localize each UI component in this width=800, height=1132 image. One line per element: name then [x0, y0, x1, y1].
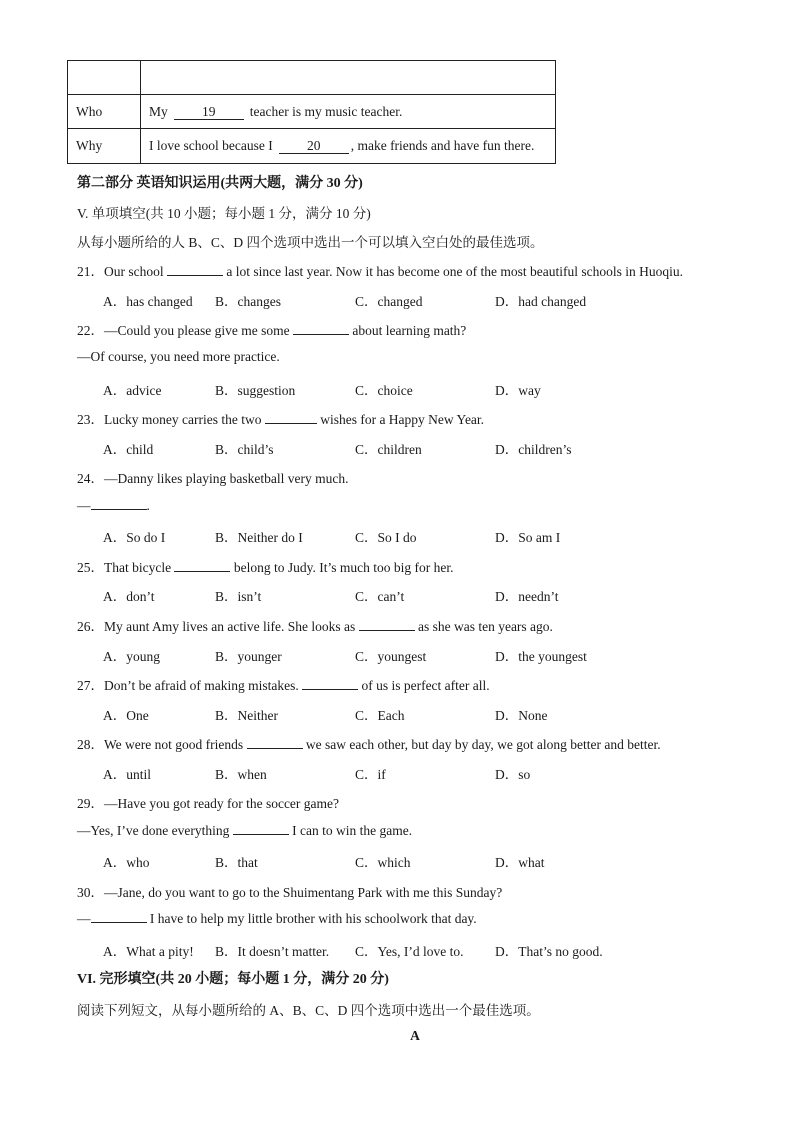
question-29-stem	[77, 822, 412, 839]
cell-text: teacher is my music teacher.	[249, 103, 403, 119]
question-text: —Of course, you need more practice.	[77, 349, 280, 364]
section-title: VI. 完形填空(共 20 小题；每小题 1 分，满分 20 分)	[77, 972, 389, 987]
option-c: C．choice	[355, 383, 413, 398]
question-text: —	[77, 498, 91, 513]
question-text: I have to help my little brother with his schoolwork that day.	[146, 911, 477, 926]
table-cell-key: Why	[68, 129, 141, 164]
question-24-stem	[77, 497, 150, 514]
section-instructions: 从每小题所给的人 B、C、D 四个选项中选出一个可以填入空白处的最佳选项。	[77, 235, 544, 250]
option-b: B．Neither	[215, 708, 278, 723]
option-b: B．changes	[215, 294, 281, 309]
section-title: V. 单项填空(共 10 小题；每小题 1 分，满分 10 分)	[77, 206, 371, 221]
cell-text: My	[149, 103, 168, 119]
answer-blank	[302, 677, 358, 690]
answer-blank	[233, 822, 289, 835]
question-30-stem	[77, 910, 477, 927]
option-c: C．So I do	[355, 530, 417, 545]
option-c: C．youngest	[355, 649, 427, 664]
passage-label: A	[410, 1028, 420, 1043]
option-b: B．It doesn’t matter.	[215, 944, 330, 959]
question-text: 25．That bicycle	[77, 560, 175, 575]
option-d: D．so	[495, 767, 531, 782]
option-a: A．One	[103, 708, 149, 723]
question-30-stem	[77, 881, 502, 901]
option-a: A．has changed	[103, 294, 193, 309]
question-text: 29．—Have you got ready for the soccer game?	[77, 796, 340, 811]
question-24-stem	[77, 467, 348, 487]
question-21-stem	[77, 260, 683, 280]
option-b: B．younger	[215, 649, 282, 664]
question-26-stem	[77, 615, 553, 635]
cell-text: , make friends and have fun there.	[350, 138, 535, 153]
question-22-stem	[77, 319, 466, 339]
table-row	[68, 129, 556, 164]
option-d: D．children’s	[495, 442, 572, 457]
option-d: D．had changed	[495, 294, 587, 309]
option-b: B．Neither do I	[215, 530, 303, 545]
option-c: C．Each	[355, 708, 405, 723]
answer-blank	[247, 736, 303, 749]
answer-blank: 20	[279, 139, 349, 154]
answer-blank	[91, 910, 147, 923]
answer-blank	[174, 559, 230, 572]
question-27-stem	[77, 674, 490, 694]
option-b: B．child’s	[215, 442, 274, 457]
question-text: 21．Our school	[77, 264, 167, 279]
option-a: A．until	[103, 767, 152, 782]
option-a: A．child	[103, 442, 154, 457]
option-d: D．None	[495, 708, 548, 723]
option-a: A．advice	[103, 383, 162, 398]
option-a: A．don’t	[103, 589, 155, 604]
question-text: about learning math?	[348, 323, 467, 338]
info-table	[67, 60, 556, 164]
option-a: A．What a pity!	[103, 944, 194, 959]
question-28-stem	[77, 733, 661, 753]
option-b: B．isn’t	[215, 589, 262, 604]
option-a: A．young	[103, 649, 160, 664]
option-d: D．needn’t	[495, 589, 559, 604]
question-text: 28．We were not good friends	[77, 737, 247, 752]
answer-blank: 19	[174, 105, 244, 120]
question-text: 22．—Could you please give me some	[77, 323, 293, 338]
question-text: 26．My aunt Amy lives an active life. She looks as	[77, 619, 359, 634]
question-text: we saw each other, but day by day, we got along better and better.	[302, 737, 661, 752]
question-text: a lot since last year. Now it has become one of the most beautiful schools in Huoqiu.	[223, 264, 684, 279]
option-c: C．can’t	[355, 589, 405, 604]
question-text: —Yes, I’ve done everything	[77, 823, 233, 838]
part-title: 第二部分 英语知识运用(共两大题，满分 30 分)	[77, 176, 363, 191]
option-d: D．the youngest	[495, 649, 587, 664]
question-text: of us is perfect after all.	[358, 678, 490, 693]
option-b: B．suggestion	[215, 383, 296, 398]
option-a: A．who	[103, 855, 150, 870]
option-b: B．when	[215, 767, 267, 782]
answer-blank	[359, 618, 415, 631]
option-d: D．That’s no good.	[495, 944, 603, 959]
question-text: wishes for a Happy New Year.	[316, 412, 485, 427]
answer-blank	[293, 322, 349, 335]
option-c: C．children	[355, 442, 422, 457]
section-instructions: 阅读下列短文，从每小题所给的 A、B、C、D 四个选项中选出一个最佳选项。	[77, 1003, 540, 1018]
option-d: D．what	[495, 855, 545, 870]
question-22-stem	[77, 349, 280, 365]
cell-text: I love school because I	[149, 138, 273, 153]
question-text: 23．Lucky money carries the two	[77, 412, 265, 427]
option-c: C．Yes, I’d love to.	[355, 944, 464, 959]
table-cell-value	[141, 95, 556, 129]
question-text: 30．—Jane, do you want to go to the Shuimentang Park with me this Sunday?	[77, 885, 503, 900]
question-text: I can to win the game.	[288, 823, 413, 838]
table-row	[68, 95, 556, 129]
option-d: D．So am I	[495, 530, 561, 545]
question-25-stem	[77, 556, 453, 576]
question-23-stem	[77, 408, 484, 428]
table-cell-value	[141, 129, 556, 164]
question-text: as she was ten years ago.	[414, 619, 553, 634]
question-text: belong to Judy. It’s much too big for her.	[230, 560, 454, 575]
answer-blank	[91, 497, 147, 510]
table-cell-key	[68, 61, 141, 95]
question-text: .	[146, 498, 150, 513]
question-text: 24．—Danny likes playing basketball very much.	[77, 471, 349, 486]
question-text: 27．Don’t be afraid of making mistakes.	[77, 678, 303, 693]
answer-blank	[265, 411, 317, 424]
option-a: A．So do I	[103, 530, 166, 545]
option-c: C．if	[355, 767, 386, 782]
table-row	[68, 61, 556, 95]
table-cell-value	[141, 61, 556, 95]
option-b: B．that	[215, 855, 258, 870]
answer-blank	[167, 263, 223, 276]
table-cell-key: Who	[68, 95, 141, 129]
option-c: C．which	[355, 855, 411, 870]
question-29-stem	[77, 792, 339, 812]
option-d: D．way	[495, 383, 541, 398]
question-text: —	[77, 911, 91, 926]
option-c: C．changed	[355, 294, 423, 309]
